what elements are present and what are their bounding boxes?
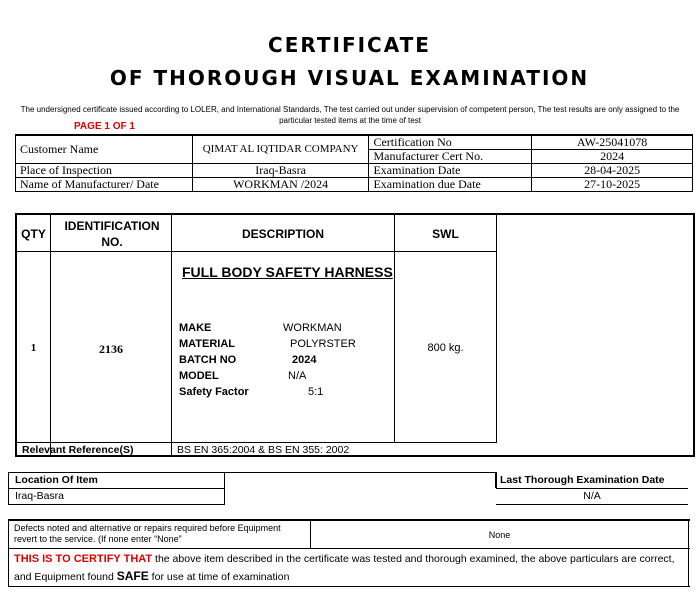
- defects-label: Defects noted and alternative or repairs required before Equipment revert to the service. (If none enter “None”: [14, 523, 281, 544]
- spec-label: Safety Factor: [179, 386, 249, 398]
- col-id-header: IDENTIFICATION NO.: [64, 219, 160, 249]
- item-table: [15, 213, 695, 457]
- place-label: Place of Inspection: [16, 164, 193, 178]
- defects-section: [8, 519, 690, 587]
- identification-value: 2136: [99, 342, 123, 356]
- certificate-title: CERTIFICATE: [268, 33, 431, 57]
- header-info-table: [15, 134, 693, 192]
- spec-label: BATCH NO: [179, 354, 237, 366]
- spec-value: 2024: [292, 354, 317, 366]
- last-exam-label: Last Thorough Examination Date: [500, 474, 665, 486]
- customer-label: Customer Name: [16, 135, 193, 164]
- exam-date-value: 28-04-2025: [532, 164, 693, 178]
- spec-label: MATERIAL: [179, 338, 236, 350]
- col-swl-header: SWL: [432, 227, 459, 241]
- safe-word: SAFE: [116, 569, 149, 583]
- spec-value: POLYRSTER: [290, 338, 356, 350]
- certify-statement: THIS IS TO CERTIFY THAT the above item described in the certificate was tested and thorough examined, the above particulars are correct, and Equipment found SAFE for use at time of examination: [14, 553, 675, 583]
- certificate-subtitle: OF THOROUGH VISUAL EXAMINATION: [109, 66, 590, 90]
- col-desc-header: DESCRIPTION: [241, 227, 324, 241]
- defects-value: None: [488, 530, 511, 540]
- spec-label: MAKE: [179, 322, 212, 334]
- spec-label: MODEL: [179, 370, 219, 382]
- qty-value: 1: [30, 342, 37, 354]
- location-label: Location Of Item: [15, 474, 98, 486]
- place-value: Iraq-Basra: [192, 164, 369, 178]
- page-indicator: PAGE 1 OF 1: [74, 121, 135, 132]
- spec-value: WORKMAN: [283, 322, 342, 334]
- col-qty-header: QTY: [21, 227, 46, 241]
- reference-value: BS EN 365:2004 & BS EN 355: 2002: [177, 444, 350, 456]
- location-value: Iraq-Basra: [15, 490, 65, 502]
- mfr-name-value: WORKMAN /2024: [192, 178, 369, 192]
- cert-no-label: Certification No: [369, 135, 532, 150]
- last-exam-value: N/A: [583, 490, 601, 502]
- due-date-value: 27-10-2025: [532, 178, 693, 192]
- mfr-cert-label: Manufacturer Cert No.: [369, 150, 532, 164]
- mfr-name-label: Name of Manufacturer/ Date: [16, 178, 193, 192]
- spec-value: 5:1: [308, 386, 324, 398]
- exam-date-label: Examination Date: [369, 164, 532, 178]
- intro-statement: The undersigned certificate issued according to LOLER, and International Standards, The test carried out under supervision of competent person, The test results are only assigned to the particular tested items at the time of test: [20, 105, 680, 125]
- certify-lead: THIS IS TO CERTIFY THAT: [14, 553, 153, 565]
- mfr-cert-value: 2024: [532, 150, 693, 164]
- swl-value: 800 kg.: [427, 342, 464, 354]
- description-title: FULL BODY SAFETY HARNESS: [182, 264, 393, 280]
- spec-value: N/A: [288, 370, 307, 382]
- reference-label: Relevant Reference(S): [22, 444, 134, 456]
- cert-no-value: AW-25041078: [532, 135, 693, 150]
- customer-value: QIMAT AL IQTIDAR COMPANY: [192, 135, 369, 164]
- due-date-label: Examination due Date: [369, 178, 532, 192]
- location-section: [8, 472, 688, 505]
